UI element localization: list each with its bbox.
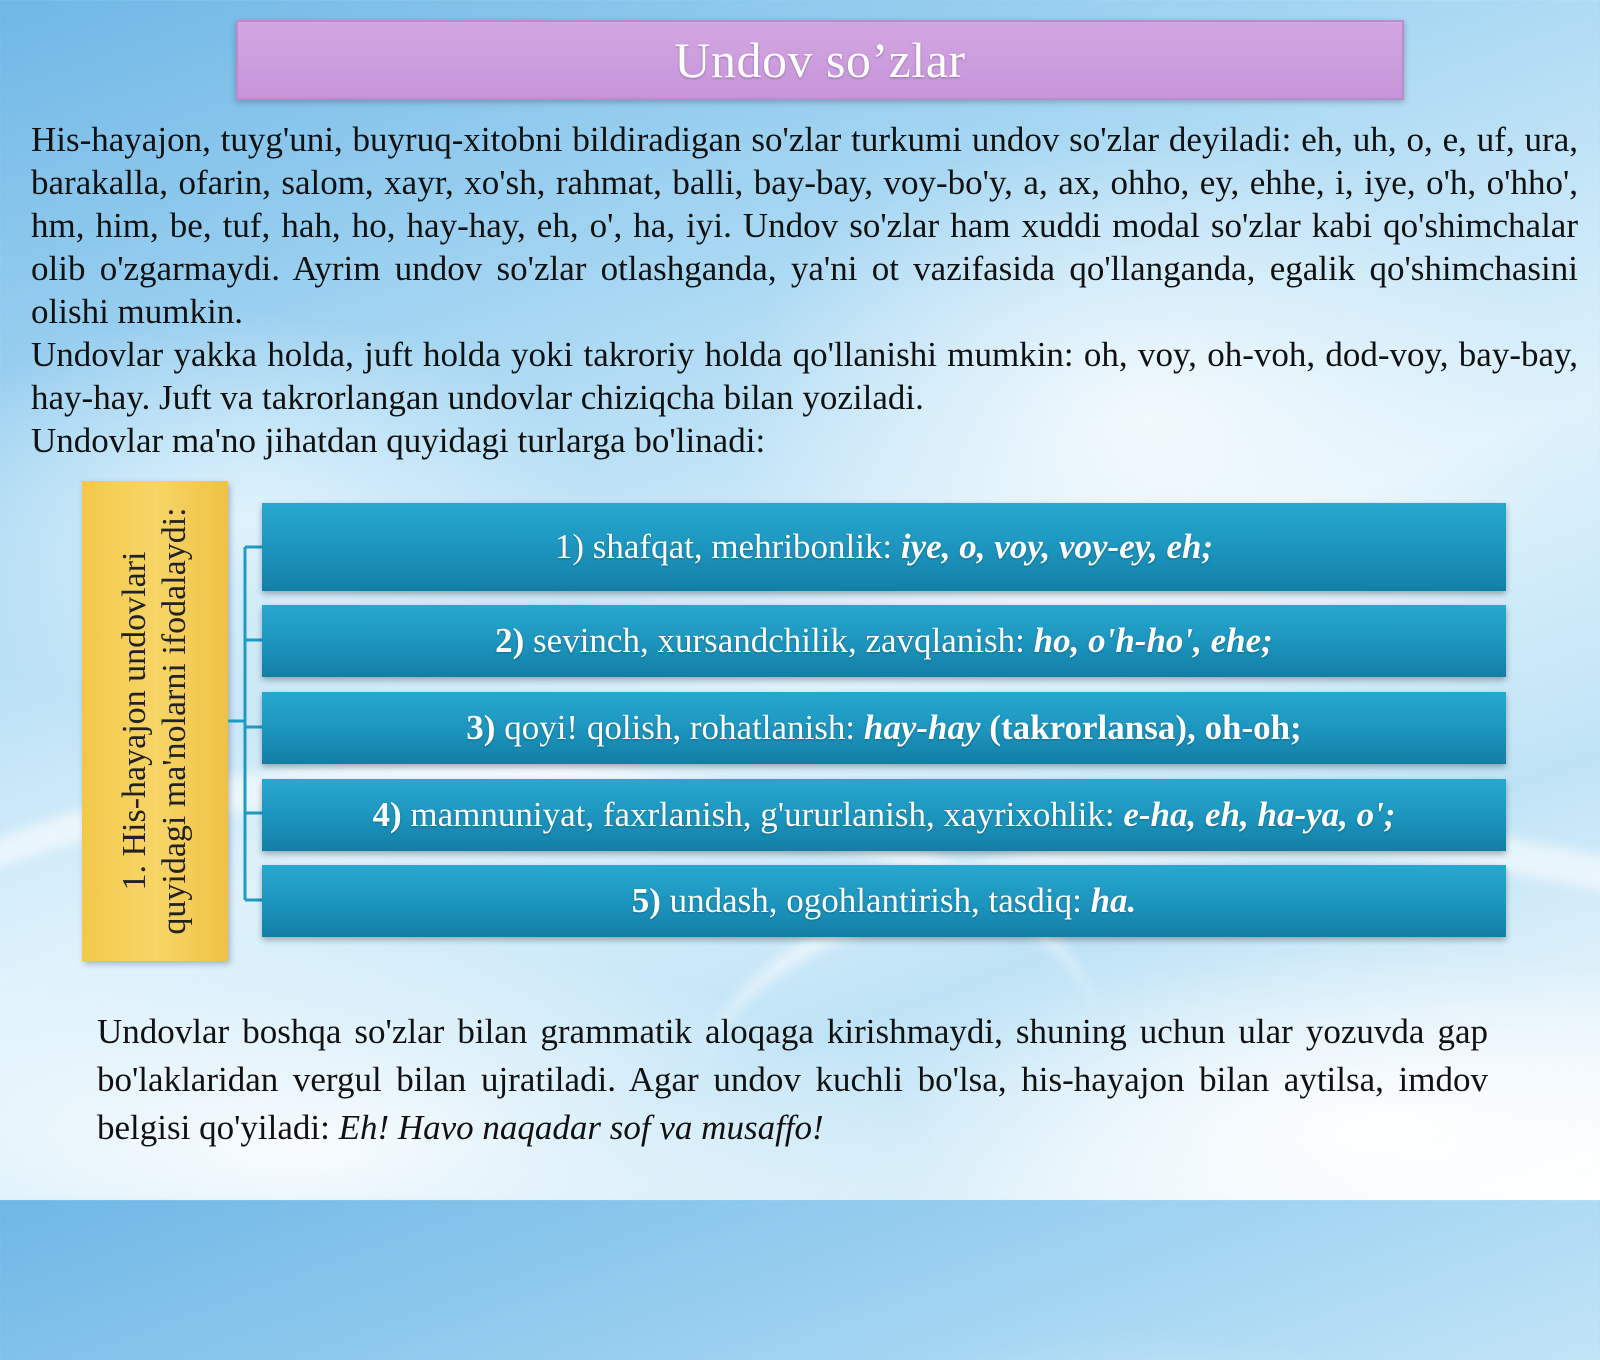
item-number: 2): [495, 621, 525, 660]
outro-text: [97, 1008, 1488, 1152]
item-number: 3): [466, 708, 496, 747]
item-examples: ha.: [1090, 881, 1137, 920]
item-number: 1): [554, 527, 585, 566]
category-label: 1. His-hayajon undovlari quyidagi ma'nolarni ifodalaydi:: [116, 507, 193, 935]
list-item: [262, 503, 1506, 591]
item-examples: hay-hay: [863, 708, 981, 747]
outro-paragraph: Undovlar boshqa so'zlar bilan grammatik aloqaga kirishmaydi, shuning uchun ular yozuvda gap bo'laklaridan vergul bilan ujratiladi. Agar undov kuchli bo'lsa, his-hayajon bilan aytilsa, imdov belgisi qo'yiladi:: [97, 1012, 1488, 1147]
item-meaning: shafqat, mehribonlik:: [584, 527, 901, 566]
item-number: 4): [372, 795, 402, 834]
item-meaning: sevinch, xursandchilik, zavqlanish:: [524, 621, 1034, 660]
list-item: [262, 692, 1506, 764]
item-examples: e-ha, eh, ha-ya, o';: [1123, 795, 1396, 834]
item-meaning: undash, ogohlantirish, tasdiq:: [660, 881, 1091, 920]
list-item: [262, 865, 1506, 937]
item-number: 5): [631, 881, 661, 920]
list-item: [262, 779, 1506, 851]
item-meaning: qoyi! qolish, rohatlanish:: [495, 708, 864, 747]
outro-example: Eh! Havo naqadar sof va musaffo!: [338, 1108, 824, 1147]
intro-paragraph-definition: His-hayajon, tuyg'uni, buyruq-xitobni bildiradigan so'zlar turkumi undov so'zlar deyiladi: eh, uh, o, e, uf, ura, barakalla, ofarin, salom, xayr, xo'sh, rahmat, balli, bay-bay, voy-bo'y, a, ax, ohho, ey, ehhe, i, iye, o'h, o'hho', hm, him, be, tuf, hah, ho, hay-hay, eh, o', ha, iyi. Undov so'zlar ham xuddi modal so'zlar kabi qo'shimchalar olib o'zgarmaydi. Ayrim undov so'zlar otlashganda, ya'ni ot vazifasida qo'llanganda, egalik qo'shimchasini olishi mumkin.: [31, 120, 1578, 331]
item-extra: (takrorlansa), oh-oh;: [980, 708, 1302, 747]
slide-title: Undov so’zlar: [674, 32, 966, 88]
intro-paragraph-forms: Undovlar yakka holda, juft holda yoki takroriy holda qo'llanishi mumkin: oh, voy, oh-voh, dod-voy, bay-bay, hay-hay. Juft va takrorlangan undovlar chiziqcha bilan yoziladi.: [31, 335, 1578, 417]
list-item: [262, 605, 1506, 677]
intro-paragraph-types: Undovlar ma'no jihatdan quyidagi turlarga bo'linadi:: [31, 421, 766, 460]
item-examples: ho, o'h-ho', ehe;: [1033, 621, 1273, 660]
item-examples: iye, o, voy, voy-ey, eh;: [900, 527, 1214, 566]
item-meaning: mamnuniyat, faxrlanish, g'ururlanish, xayrixohlik:: [401, 795, 1124, 834]
